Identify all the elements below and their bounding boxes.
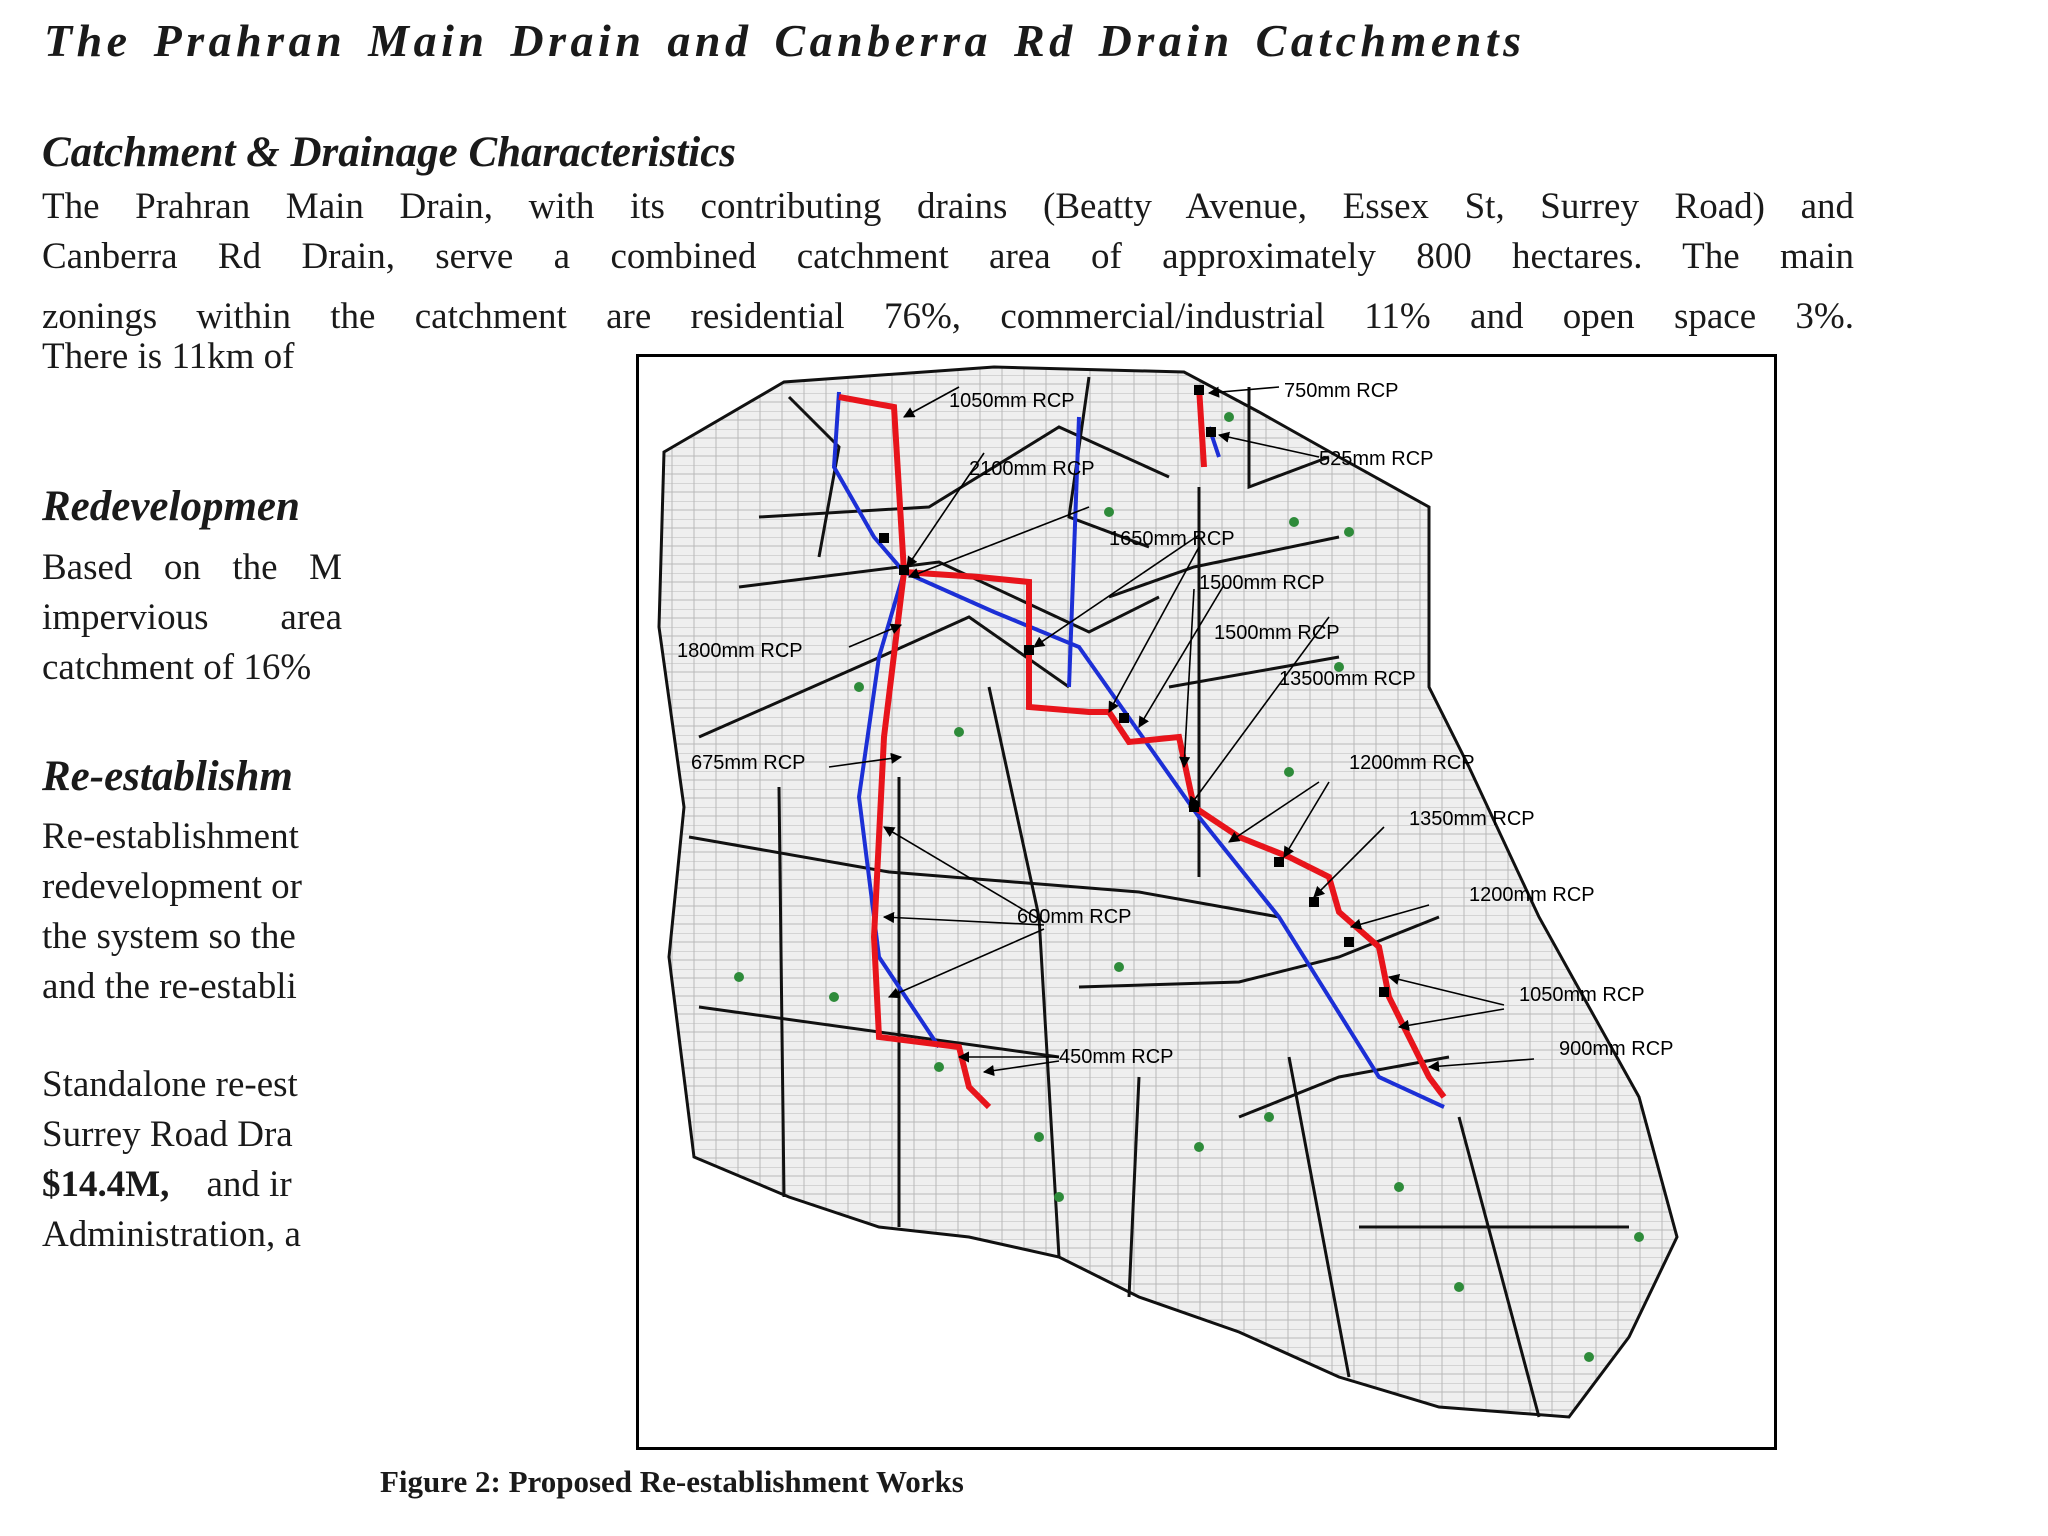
pipe-label-1500-b: 1500mm RCP bbox=[1214, 622, 1340, 644]
standalone-line-4: Administration, a bbox=[42, 1214, 301, 1255]
catchment-line-3: zonings within the catchment are residential 76%, commercial/industrial 11% and open space 3%. bbox=[42, 296, 1854, 337]
catchment-line-3-clipped bbox=[42, 292, 1854, 337]
pipe-label-600: 600mm RCP bbox=[1017, 906, 1132, 928]
catchment-line-4: There is 11km of bbox=[42, 336, 295, 377]
reestablishment-line-3: the system so the bbox=[42, 916, 296, 957]
catchment-paragraph bbox=[42, 182, 1854, 282]
page-title: The Prahran Main Drain and Canberra Rd Drain Catchments bbox=[44, 15, 1526, 66]
redevelopment-line-1: Based on the M bbox=[42, 547, 342, 588]
reestablishment-line-2: redevelopment or bbox=[42, 866, 302, 907]
standalone-line-2: Surrey Road Dra bbox=[42, 1114, 293, 1155]
reestablishment-paragraph bbox=[42, 812, 342, 1012]
cost-amount: $14.4M, bbox=[42, 1164, 170, 1205]
redevelopment-paragraph bbox=[42, 543, 342, 693]
pipe-label-1650: 1650mm RCP bbox=[1109, 528, 1235, 550]
redevelopment-line-3: catchment of 16% bbox=[42, 647, 312, 688]
standalone-line-3-rest: and ir bbox=[206, 1164, 292, 1205]
pipe-label-1350: 1350mm RCP bbox=[1409, 808, 1535, 830]
pipe-label-525: 525mm RCP bbox=[1319, 448, 1434, 470]
reestablishment-line-4: and the re-establi bbox=[42, 966, 297, 1007]
pipe-label-1200-b: 1200mm RCP bbox=[1469, 884, 1595, 906]
redevelopment-line-2: impervious area bbox=[42, 597, 342, 638]
pipe-label-450: 450mm RCP bbox=[1059, 1046, 1174, 1068]
section-heading-reestablishment: Re-establishm bbox=[42, 753, 293, 800]
pipe-label-1050-top: 1050mm RCP bbox=[949, 390, 1075, 412]
catchment-map bbox=[639, 357, 1780, 1453]
pipe-label-900: 900mm RCP bbox=[1559, 1038, 1674, 1060]
pipe-label-2100: 2100mm RCP bbox=[969, 458, 1095, 480]
pipe-label-1200-a: 1200mm RCP bbox=[1349, 752, 1475, 774]
standalone-paragraph bbox=[42, 1060, 342, 1260]
pipe-label-1500-a: 1500mm RCP bbox=[1199, 572, 1325, 594]
catchment-line-2: Canberra Rd Drain, serve a combined catchment area of approximately 800 hectares. The main bbox=[42, 236, 1854, 277]
section-heading-redevelopment: Redevelopmen bbox=[42, 483, 300, 530]
figure-map-frame bbox=[636, 354, 1777, 1450]
catchment-line-1: The Prahran Main Drain, with its contributing drains (Beatty Avenue, Essex St, Surrey Road) and bbox=[42, 186, 1854, 227]
pipe-label-750: 750mm RCP bbox=[1284, 380, 1399, 402]
standalone-line-1: Standalone re-est bbox=[42, 1064, 298, 1105]
catchment-line-4-clipped bbox=[42, 332, 342, 382]
pipe-label-1800: 1800mm RCP bbox=[677, 640, 803, 662]
pipe-label-1050-bottom: 1050mm RCP bbox=[1519, 984, 1645, 1006]
figure-caption: Figure 2: Proposed Re-establishment Works bbox=[380, 1464, 964, 1499]
section-heading-catchment: Catchment & Drainage Characteristics bbox=[42, 129, 737, 176]
standalone-line-3 bbox=[42, 1160, 342, 1210]
pipe-label-13500: 13500mm RCP bbox=[1279, 668, 1416, 690]
pipe-label-675: 675mm RCP bbox=[691, 752, 806, 774]
reestablishment-line-1: Re-establishment bbox=[42, 816, 299, 857]
